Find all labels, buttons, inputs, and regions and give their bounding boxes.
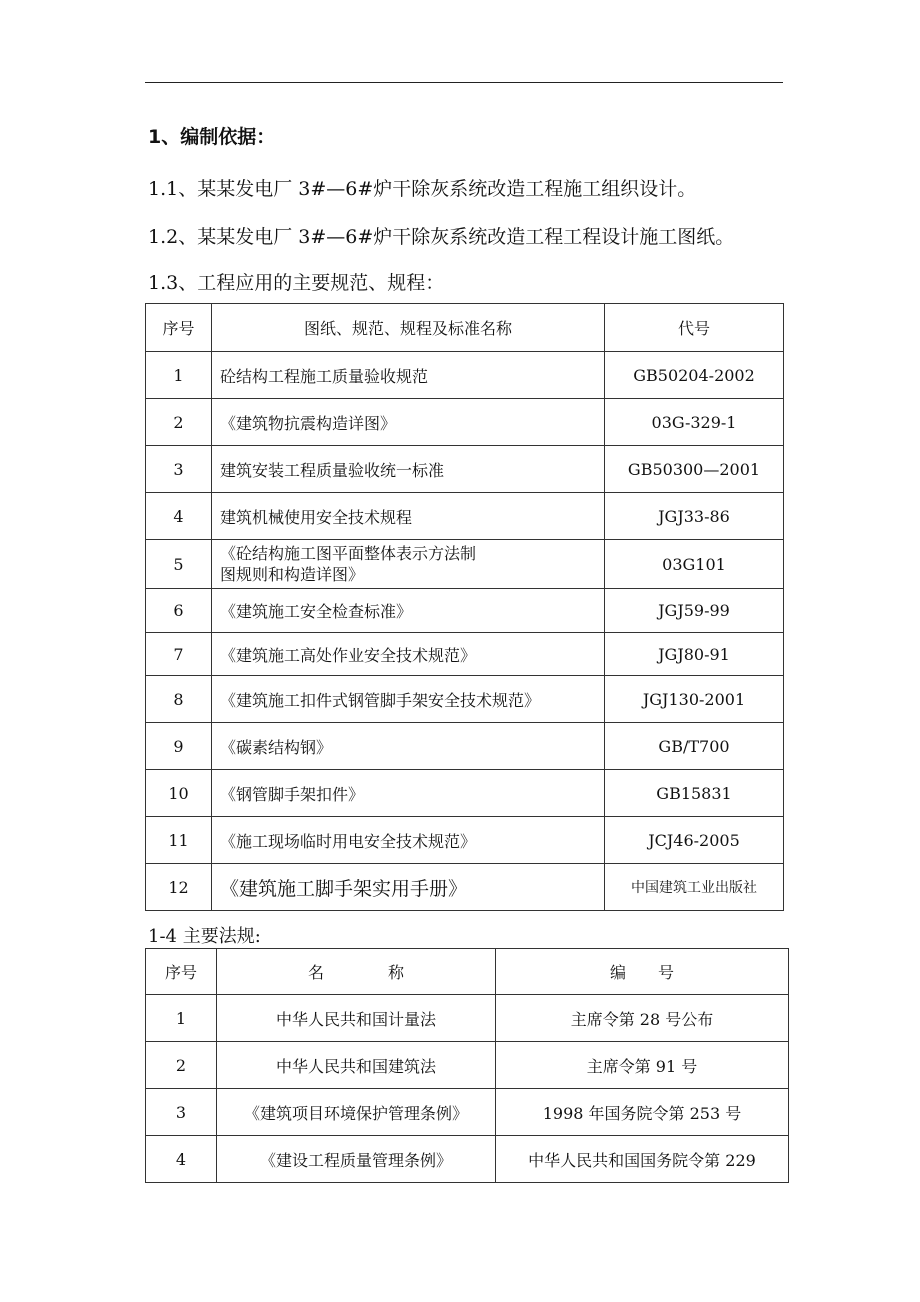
row-name: 中华人民共和国建筑法 (217, 1042, 496, 1089)
table-row (146, 352, 784, 399)
header-rule (145, 82, 783, 83)
row-name-line-2: 图规则和构造详图》 (220, 565, 365, 584)
row-name: 《施工现场临时用电安全技术规范》 (212, 817, 605, 864)
paragraph-1-1: 1.1、某某发电厂 3#—6#炉干除灰系统改造工程施工组织设计。 (148, 178, 697, 200)
row-name: 《钢管脚手架扣件》 (212, 770, 605, 817)
row-code: GB50204-2002 (605, 352, 784, 399)
row-code: 03G-329-1 (605, 399, 784, 446)
header-no: 序号 (146, 304, 212, 352)
row-no: 4 (146, 493, 212, 540)
row-name: 《建筑施工安全检查标准》 (212, 589, 605, 633)
table-row (146, 493, 784, 540)
row-code: 1998 年国务院令第 253 号 (496, 1089, 789, 1136)
paragraph-1-3: 1.3、工程应用的主要规范、规程： (148, 272, 445, 294)
table-header-row (146, 949, 789, 995)
row-code: 主席令第 91 号 (496, 1042, 789, 1089)
row-no: 1 (146, 995, 217, 1042)
row-no: 2 (146, 1042, 217, 1089)
row-name: 《建筑项目环境保护管理条例》 (217, 1089, 496, 1136)
row-code: 中国建筑工业出版社 (605, 864, 784, 911)
row-no: 7 (146, 633, 212, 676)
table-row (146, 1089, 789, 1136)
table-row (146, 864, 784, 911)
row-code: GB15831 (605, 770, 784, 817)
header-code: 编 号 (496, 949, 789, 995)
row-name: 建筑安装工程质量验收统一标准 (212, 446, 605, 493)
row-name-line-1: 《砼结构施工图平面整体表示方法制 (220, 544, 477, 563)
row-name: 《碳素结构钢》 (212, 723, 605, 770)
table-row (146, 1136, 789, 1183)
header-no: 序号 (146, 949, 217, 995)
row-name: 《建筑物抗震构造详图》 (212, 399, 605, 446)
table-row (146, 589, 784, 633)
row-code: JGJ33-86 (605, 493, 784, 540)
row-no: 8 (146, 676, 212, 723)
row-name: 《建筑施工扣件式钢管脚手架安全技术规范》 (212, 676, 605, 723)
standards-table (145, 303, 784, 911)
header-code: 代号 (605, 304, 784, 352)
table-row (146, 446, 784, 493)
row-code: 主席令第 28 号公布 (496, 995, 789, 1042)
table-row (146, 540, 784, 589)
regulations-table (145, 948, 789, 1183)
row-name: 《建设工程质量管理条例》 (217, 1136, 496, 1183)
row-no: 2 (146, 399, 212, 446)
table-row (146, 399, 784, 446)
row-no: 1 (146, 352, 212, 399)
row-code: JGJ130-2001 (605, 676, 784, 723)
row-code: GB/T700 (605, 723, 784, 770)
table-row (146, 1042, 789, 1089)
section-heading: 1、编制依据： (148, 126, 276, 148)
table-row (146, 723, 784, 770)
row-code: JGJ59-99 (605, 589, 784, 633)
row-no: 3 (146, 1089, 217, 1136)
row-no: 10 (146, 770, 212, 817)
row-name (212, 540, 605, 589)
table-row (146, 676, 784, 723)
header-name: 名 称 (217, 949, 496, 995)
row-code: JGJ80-91 (605, 633, 784, 676)
header-name: 图纸、规范、规程及标准名称 (212, 304, 605, 352)
table-row (146, 633, 784, 676)
row-name: 建筑机械使用安全技术规程 (212, 493, 605, 540)
row-code: GB50300—2001 (605, 446, 784, 493)
row-name: 中华人民共和国计量法 (217, 995, 496, 1042)
row-name: 《建筑施工高处作业安全技术规范》 (212, 633, 605, 676)
row-name: 砼结构工程施工质量验收规范 (212, 352, 605, 399)
table-row (146, 995, 789, 1042)
row-no: 12 (146, 864, 212, 911)
table-header-row (146, 304, 784, 352)
section-4-title: 1-4 主要法规: (148, 926, 261, 947)
paragraph-1-2: 1.2、某某发电厂 3#—6#炉干除灰系统改造工程工程设计施工图纸。 (148, 226, 735, 248)
table-row (146, 770, 784, 817)
row-code: 03G101 (605, 540, 784, 589)
table-row (146, 817, 784, 864)
row-code: 中华人民共和国国务院令第 229 (496, 1136, 789, 1183)
row-code: JCJ46-2005 (605, 817, 784, 864)
row-no: 5 (146, 540, 212, 589)
row-no: 11 (146, 817, 212, 864)
row-name: 《建筑施工脚手架实用手册》 (212, 864, 605, 911)
row-no: 9 (146, 723, 212, 770)
row-no: 4 (146, 1136, 217, 1183)
row-no: 3 (146, 446, 212, 493)
row-no: 6 (146, 589, 212, 633)
